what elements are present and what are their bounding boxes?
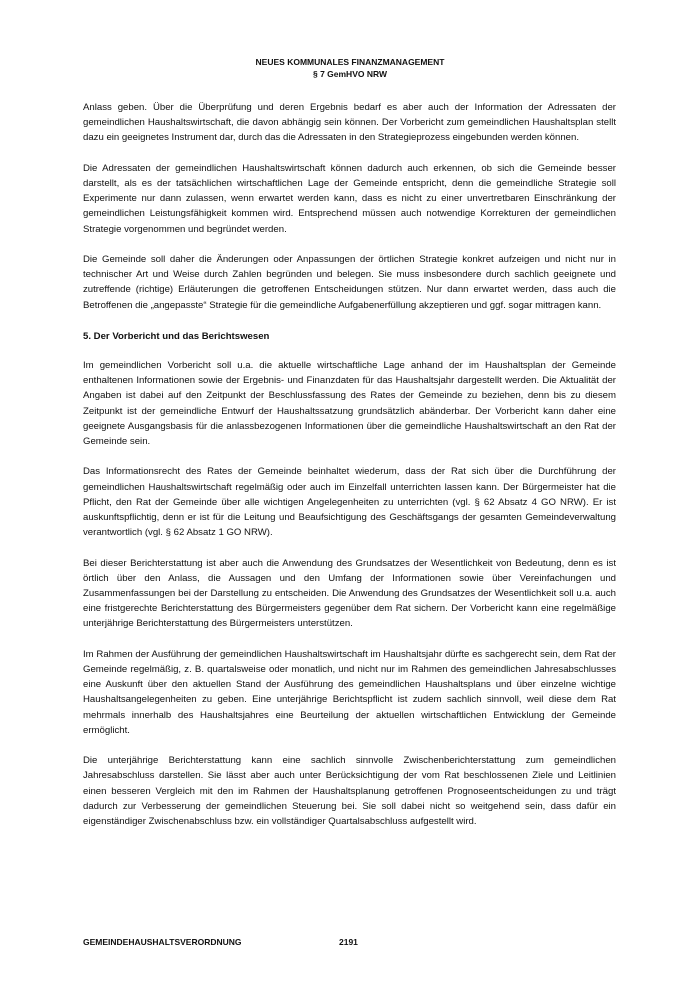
paragraph: Im gemeindlichen Vorbericht soll u.a. die aktuelle wirtschaftliche Lage anhand der im Haushaltsplan der Gemeinde enthaltenen Informationen sowie der Ergebnis- und Finanzdaten für das Haushaltsjahr dargestellt werden. Die Aktualität der Angaben ist dabei auf den Zeitpunkt der Beschlussfassung des Rates der Gemeinde zu beziehen, denn bis zu diesem Zeitpunkt ist der gemeindliche Entwurf der Haushaltssatzung grundsätzlich abänderbar. Der Vorbericht kann daher eine geeignete Ausgangsbasis für die anlassbezogenen Informationen über die gemeindliche Haushaltswirtschaft an den Rat der Gemeinde sein. (83, 360, 616, 448)
page-header (0, 56, 700, 80)
paragraph: Bei dieser Berichterstattung ist aber auch die Anwendung des Grundsatzes der Wesentlichkeit von Bedeutung, denn es ist örtlich über den Anlass, die Aussagen und den Umfang der Informationen sowie über Vereinfachungen und Zusammenfassungen bei der Darstellung zu entscheiden. Die Anwendung des Grundsatzes der Wesentlichkeit soll u.a. auch eine fristgerechte Berichterstattung des Bürgermeisters gegenüber dem Rat sichern. Der Vorbericht kann eine regelmäßige unterjährige Berichterstattung des Bürgermeisters unterstützen. (83, 557, 616, 630)
paragraph: Die Gemeinde soll daher die Änderungen oder Anpassungen der örtlichen Strategie konkret aufzeigen und nicht nur in technischer Art und Weise durch Zahlen begründen und belegen. Sie muss insbesondere durch sachlich geeignete und zutreffende (richtige) Erläuterungen die getroffenen Entscheidungen stützen. Nur dann erwartet werden, dass auch die Betroffenen die „angepasste“ Strategie für die gemeindliche Aufgabenerfüllung akzeptieren und ggf. sogar mittragen kann. (83, 254, 616, 311)
footer-title: GEMEINDEHAUSHALTSVERORDNUNG (83, 937, 242, 947)
body-text (83, 100, 616, 844)
paragraph: Im Rahmen der Ausführung der gemeindlichen Haushaltswirtschaft im Haushaltsjahr dürfte es sachgerecht sein, dem Rat der Gemeinde regelmäßig, z. B. quartalsweise oder monatlich, und nicht nur im Rahmen des gemeindlichen Jahresabschlusses eine Auskunft über den aktuellen Stand der Ausführung des gemeindlichen Haushaltsplans und über einzelne wichtige Haushaltsangelegenheiten zu geben. Eine unterjährige Berichtspflicht ist zudem sachlich sinnvoll, weil diese dem Rat mehrmals innerhalb des Haushaltsjahres eine Beurteilung der aktuellen wirtschaftlichen Entwicklung der Gemeinde ermöglicht. (83, 648, 616, 736)
paragraph: Die unterjährige Berichterstattung kann eine sachlich sinnvolle Zwischenberichterstattung zum gemeindlichen Jahresabschluss darstellen. Sie lässt aber auch unter Berücksichtigung der vom Rat beschlossenen Ziele und Leitlinien einen besseren Vergleich mit den im Rahmen der Haushaltsplanung getroffenen Prognoseentscheidungen zu und trägt dadurch zur Verbesserung der gemeindlichen Steuerung bei. Sie soll dabei nicht so weitgehend sein, dass dafür ein eigenständiger Zwischenabschluss bzw. ein vollständiger Quartalsabschluss aufgestellt wird. (83, 755, 616, 828)
paragraph: Das Informationsrecht des Rates der Gemeinde beinhaltet wiederum, dass der Rat sich über die Durchführung der gemeindlichen Haushaltswirtschaft regelmäßig oder auch im Einzelfall unterrichten lassen kann. Der Bürgermeister hat die Pflicht, den Rat der Gemeinde über alle wichtigen Angelegenheiten zu unterrichten (vgl. § 62 Absatz 4 GO NRW). Er ist auskunftspflichtig, denn er ist für die Leitung und Beaufsichtigung des Geschäftsgangs der gesamten Gemeindeverwaltung verantwortlich (vgl. § 62 Absatz 1 GO NRW). (83, 466, 616, 539)
section-heading: 5. Der Vorbericht und das Berichtswesen (83, 330, 270, 342)
paragraph: Die Adressaten der gemeindlichen Haushaltswirtschaft können dadurch auch erkennen, ob sich die Gemeinde besser darstellt, als es der tatsächlichen wirtschaftlichen Lage der Gemeinde entspricht, denn die gemeindliche Strategie soll Experimente nur dann zulassen, wenn erwartet werden kann, dass es nicht zu einer unvertretbaren Einschränkung der gemeindlichen Leistungsfähigkeit kommen wird. Entsprechend müssen auch notwendige Korrekturen der gemeindlichen Strategie vorgenommen und begründet werden. (83, 162, 616, 235)
page-number: 2191 (339, 937, 358, 947)
header-subtitle: § 7 GemHVO NRW (312, 69, 387, 79)
header-title: NEUES KOMMUNALES FINANZMANAGEMENT (255, 57, 445, 67)
paragraph: Anlass geben. Über die Überprüfung und deren Ergebnis bedarf es aber auch der Information der Adressaten der gemeindlichen Haushaltswirtschaft, die davon abhängig sein können. Der Vorbericht zum gemeindlichen Haushaltsplan stellt dazu ein geeignetes Instrument dar, durch das die Adressaten in den Strategieprozess eingebunden werden können. (83, 102, 616, 144)
page-footer (83, 937, 358, 947)
